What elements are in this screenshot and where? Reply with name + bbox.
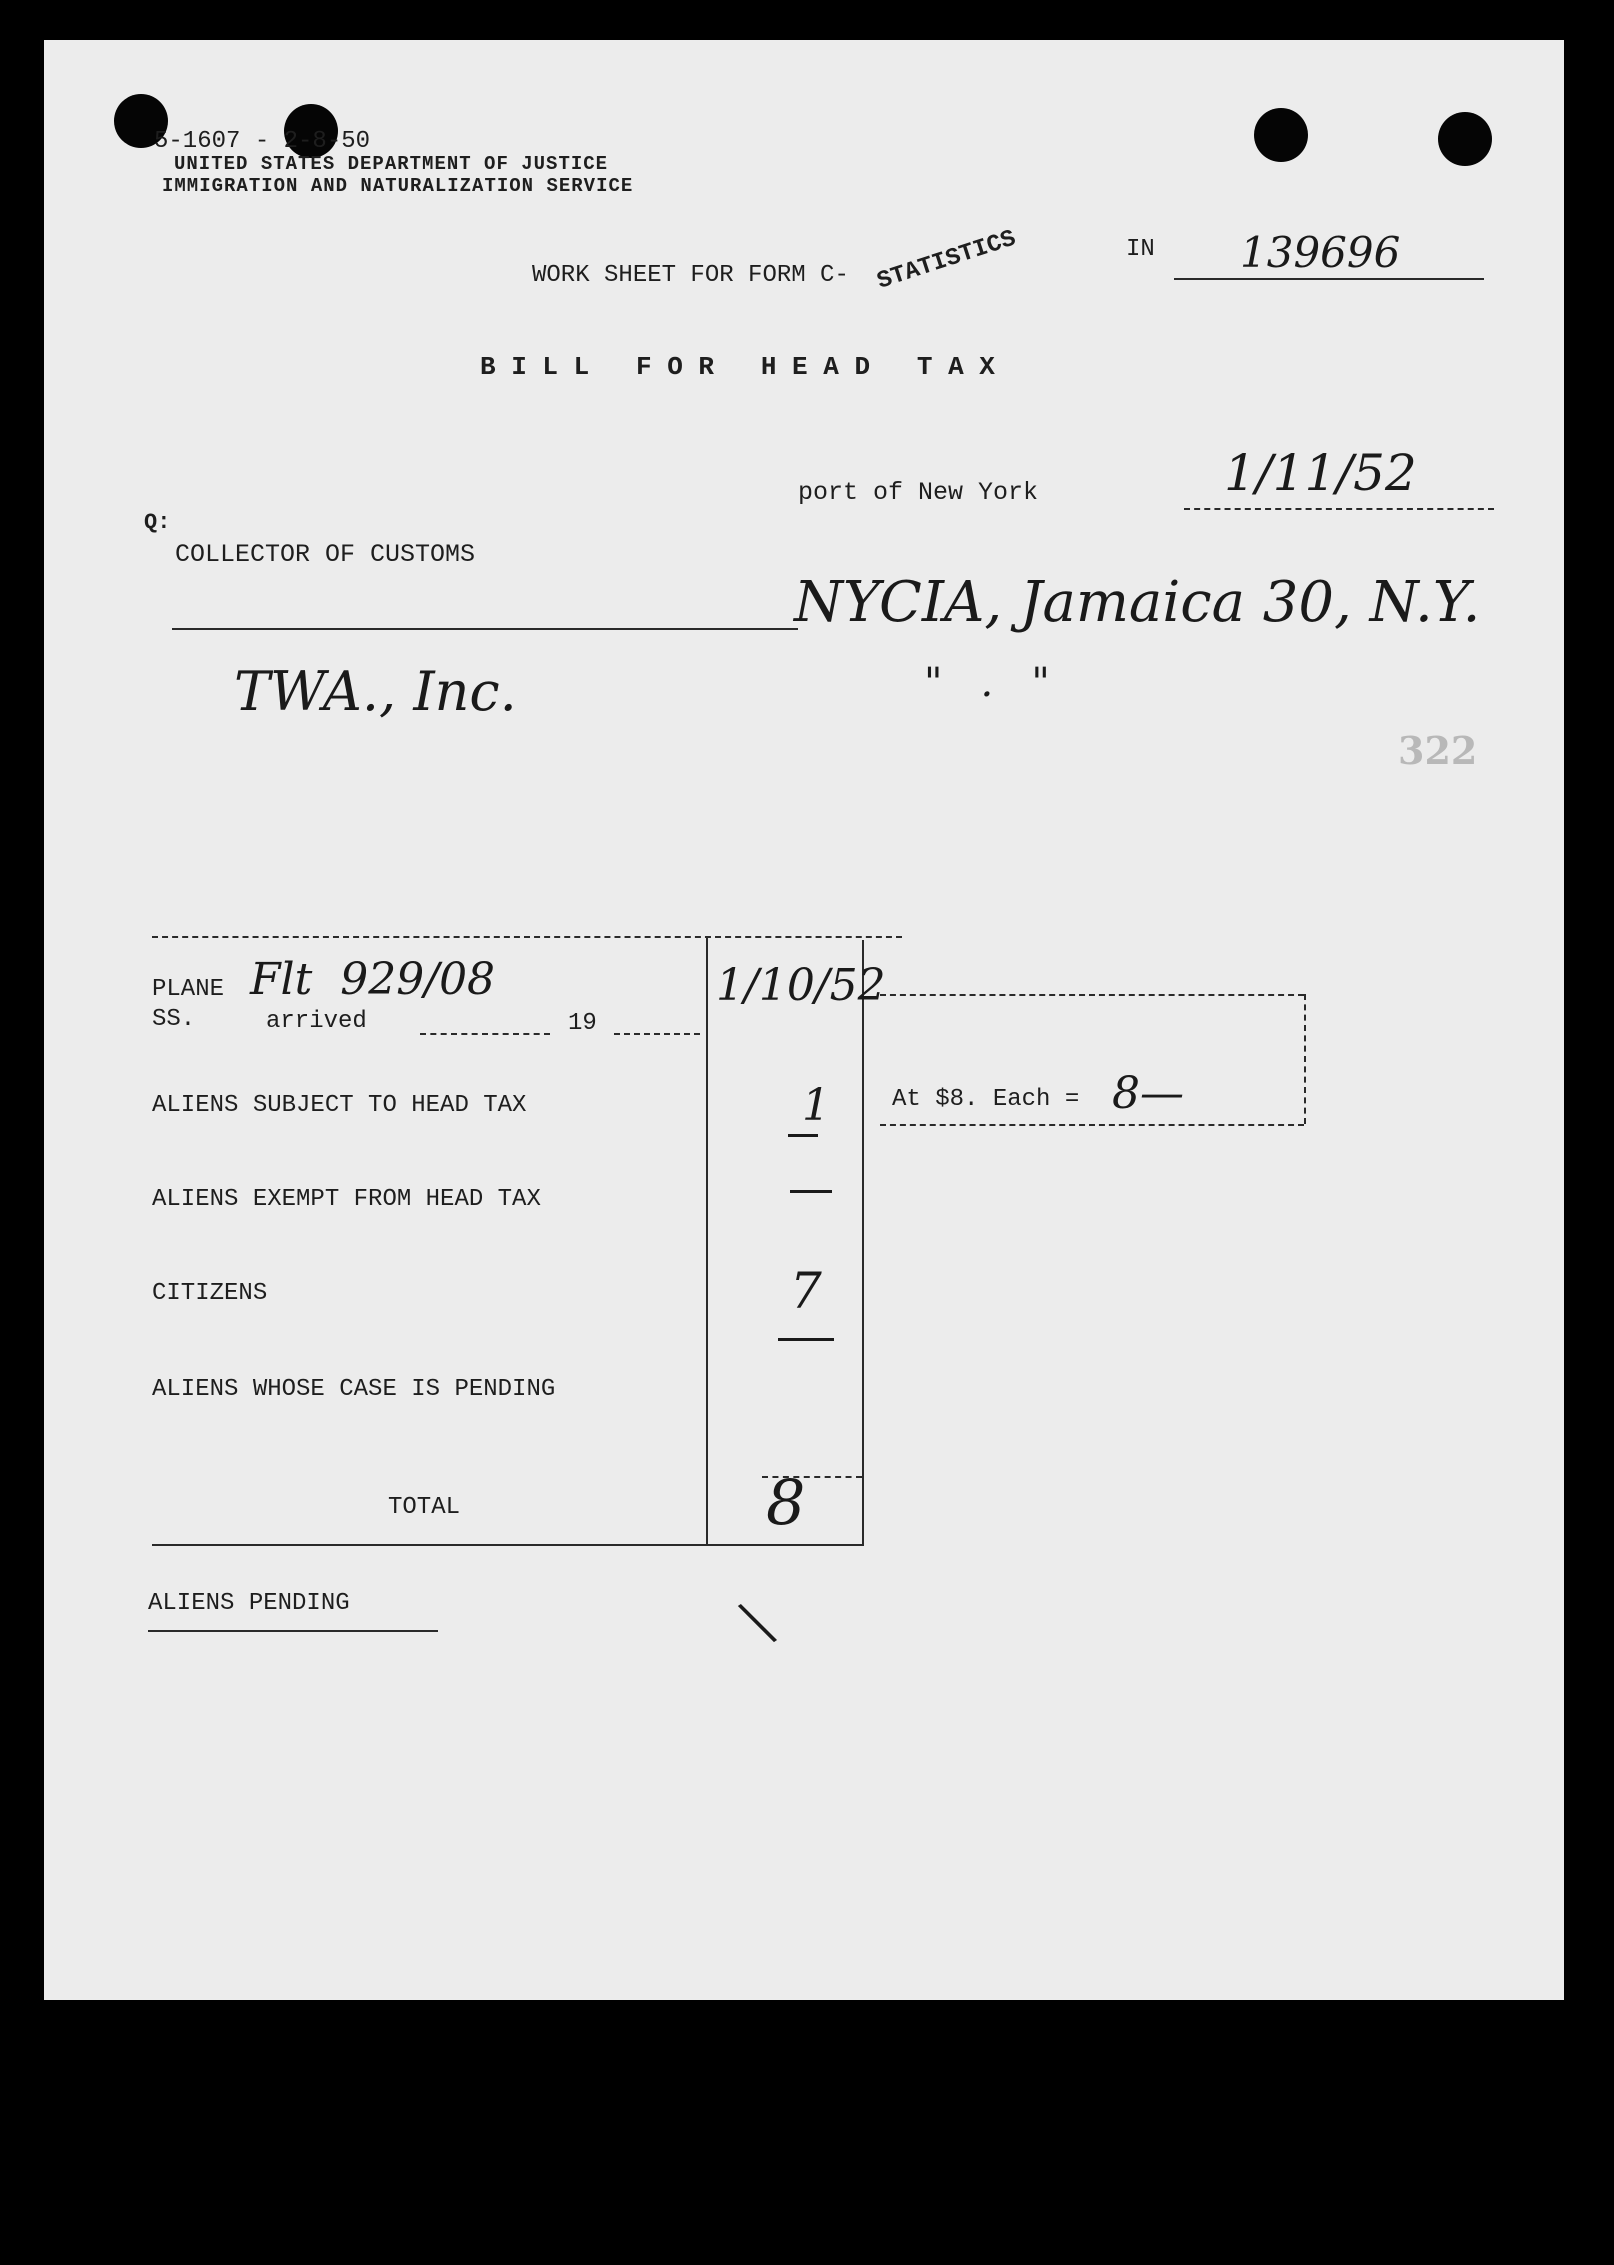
- arrived-label: arrived: [266, 1008, 367, 1035]
- row-label-exempt: ALIENS EXEMPT FROM HEAD TAX: [152, 1186, 541, 1213]
- document-sheet: [44, 40, 1564, 2000]
- in-number: 139696: [1240, 228, 1401, 277]
- table-divider: [706, 936, 708, 1544]
- agency-line-2: IMMIGRATION AND NATURALIZATION SERVICE: [162, 175, 634, 197]
- in-number-underline: [1174, 278, 1484, 280]
- in-label: IN: [1126, 236, 1155, 263]
- to-label: Q:: [144, 510, 171, 535]
- plane-label: PLANE: [152, 976, 225, 1003]
- carrier-handwritten: TWA., Inc.: [234, 660, 517, 723]
- table-right-border: [862, 940, 864, 1544]
- ss-label: SS.: [152, 1006, 196, 1033]
- punch-hole: [1254, 108, 1308, 162]
- page-stamp: 322: [1398, 728, 1478, 773]
- row-label-citizens: CITIZENS: [152, 1280, 268, 1307]
- collector-underline: [172, 628, 798, 630]
- aliens-pending-underline: [148, 1630, 438, 1632]
- rate-amount: 8—: [1112, 1068, 1184, 1119]
- arrival-date-handwritten: 1/10/52: [716, 960, 886, 1011]
- arrived-blank: [420, 1033, 550, 1035]
- date-underline: [1184, 508, 1494, 510]
- total-value: 8: [766, 1466, 806, 1539]
- worksheet-title: WORK SHEET FOR FORM C-: [532, 262, 849, 289]
- port-label: port of New York: [798, 478, 1039, 507]
- aliens-pending-label: ALIENS PENDING: [148, 1590, 350, 1617]
- row-value-subject-underline: [788, 1134, 818, 1137]
- rate-box-right: [1304, 994, 1306, 1124]
- statistics-stamp: STATISTICS: [874, 225, 1020, 296]
- form-code: 5-1607 - 2-8-50: [154, 128, 371, 155]
- rate-label: At $8. Each =: [892, 1086, 1080, 1113]
- aliens-pending-value: —: [717, 1577, 803, 1664]
- citizens-underline: [778, 1338, 834, 1341]
- row-value-subject: 1: [802, 1080, 830, 1131]
- flight-handwritten: Flt 929/08: [250, 954, 496, 1005]
- year-blank: [614, 1033, 700, 1035]
- address-handwritten: NYCIA, Jamaica 30, N.Y.: [794, 570, 1481, 635]
- punch-hole: [1438, 112, 1492, 166]
- row-label-pending: ALIENS WHOSE CASE IS PENDING: [152, 1376, 556, 1403]
- total-label: TOTAL: [388, 1494, 461, 1521]
- date-handwritten: 1/11/52: [1224, 444, 1417, 502]
- ditto-marks: " . ": [924, 660, 1050, 706]
- rate-box-bottom: [880, 1124, 1304, 1126]
- year-label: 19: [568, 1010, 597, 1037]
- bill-title: B I L L F O R H E A D T A X: [480, 352, 995, 382]
- row-label-subject: ALIENS SUBJECT TO HEAD TAX: [152, 1092, 527, 1119]
- row-value-exempt: [790, 1190, 832, 1193]
- collector-label: COLLECTOR OF CUSTOMS: [175, 540, 476, 569]
- rate-box-top: [880, 994, 1304, 996]
- row-value-citizens: 7: [790, 1262, 822, 1320]
- table-top-border: [152, 936, 902, 938]
- table-bottom-border: [152, 1544, 864, 1546]
- agency-line-1: UNITED STATES DEPARTMENT OF JUSTICE: [174, 153, 609, 175]
